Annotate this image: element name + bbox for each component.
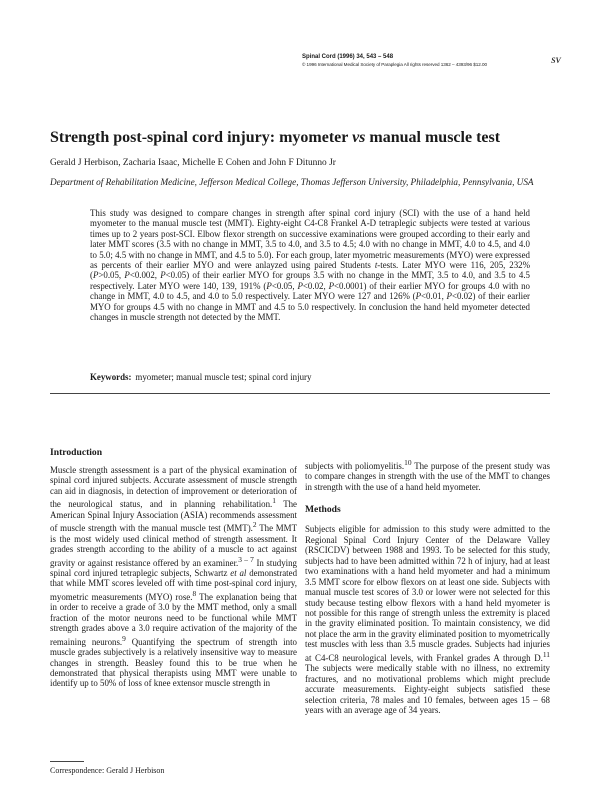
reference-marker: 9	[122, 633, 126, 643]
journal-citation: Spinal Cord (1996) 34, 543 – 548	[302, 54, 394, 60]
copyright-line: © 1996 International Medical Society of Paraplegia All rights reserved 1362 – 4393/96 $12.00	[302, 62, 487, 67]
correspondence-footnote: Correspondence: Gerald J Herbison	[50, 766, 165, 775]
reference-marker: 10	[404, 458, 412, 467]
footnote-divider	[50, 761, 84, 762]
left-column	[50, 447, 297, 689]
keywords	[90, 372, 530, 383]
introduction-continued: subjects with poliomyelitis.$^{10}$ The purpose of the present study was to compare changes in strength with the use of the MMT to changes in strength with the use of a hand held myometer.	[305, 458, 550, 492]
right-column	[305, 458, 550, 715]
author-list: Gerald J Herbison, Zacharia Isaac, Michelle E Cohen and John F Ditunno Jr	[50, 158, 336, 168]
keywords-label: Keywords:	[90, 372, 132, 382]
abstract: This study was designed to compare changes in strength after spinal cord injury (SCI) with the use of a hand held myometer to the manual muscle test (MMT). Eighty-eight C4-C8 Frankel A-D tetraplegic subjects were tested at various times up to 2 years post-SCI. Elbow flexor strength on successive examinations were grouped according to their early and later MMT scores (3.5 with no change in MMT, 3.5 to 4.0, and 3.5 to 4.5; 4.0 with no change in MMT, 4.0 to 4.5, and 4.0 to 5.0; 4.5 with no change in MMT, and 4.5 to 5.0). For each group, later myometric measurements (MYO) were expressed as percents of their earlier MYO and were anlayzed using paired Students t-tests. Later MYO were 116, 205, 232% (P>0.05, P<0.002, P<0.05) of their earlier MYO for groups 3.5 with no change in the MMT, 3.5 to 4.0, and 3.5 to 4.5 respectively. Later MYO were 140, 139, 191% (P<0.05, P<0.02, P<0.0001) of their earlier MYO for groups 4.0 with no change in MMT, 4.0 to 4.5, and 4.0 to 5.0 respectively. Later MYO were 127 and 126% (P<0.01, P<0.02) of their earlier MYO for groups 4.5 with no change in MMT and 4.5 to 5.0 respectively. In conclusion the hand held myometer detected changes in muscle strength not detected by the MMT.	[90, 208, 530, 323]
methods-heading: Methods	[305, 504, 341, 516]
reference-marker: 8	[192, 588, 197, 598]
reference-marker: 3 – 7	[238, 554, 254, 564]
journal-header	[302, 53, 542, 68]
reference-marker: 2	[252, 520, 257, 530]
keywords-text: myometer; manual muscle test; spinal cord injury	[135, 372, 312, 382]
introduction-heading: Introduction	[50, 447, 103, 458]
introduction-paragraph: Muscle strength assessment is a part of the physical examination of spinal cord injured subjects. Accurate assessment of muscle strength can aid in diagnosis, in detection of improvement or deterioration of the neurological status, and in planning rehabilitation.$^1$ The American Spinal Injury Association (ASIA) recommends assessment of muscle strength with the manual muscle test (MMT).$^2$ The MMT is the most widely used clinical method of strength assessment. It grades strength according to the ability of a muscle to act against gravity or against resistance offered by an examiner.$^{3 - 7}$ In studying spinal cord injured tetraplegic subjects, Schwartz et al demonstrated that while MMT scores leveled off with time post-spinal cord injury, myometric measurements (MYO) rose.$^8$ The explanation being that in order to receive a grade of 3.0 by the MMT method, only a small fraction of the motor neurons need to be functional while MMT strength grades above a 3.0 require activation of the majority of the remaining neurons.$^9$ Quantifying the spectrum of strength into muscle grades subjectively is a relatively insensitive way to measure changes in strength. Beasley found this to be true when he demonstrated that physical therapists using MMT were unable to identify up to 50% of loss of knee extensor muscle strength in	[50, 465, 298, 689]
affiliation: Department of Rehabilitation Medicine, Jefferson Medical College, Thomas Jefferson University, Philadelphia, Pennsylvania, USA	[50, 177, 534, 187]
article-title: Strength post-spinal cord injury: myometer vs manual muscle test	[50, 129, 501, 146]
reference-marker: 11	[542, 649, 550, 659]
section-divider	[50, 393, 550, 394]
methods-paragraph: Subjects eligible for admission to this study were admitted to the Regional Spinal Cord Injury Center of the Delaware Valley (RSCICDV) between 1988 and 1993. To be selected for this study, subjects had to have been admitted within 72 h of injury, had at least two examinations with a hand held myometer and had a minimum 3.5 MMT score for elbow flexors on at least one side. Subjects with manual muscle test scores of 3.0 or lower were not selected for this study because testing elbow flexors with a hand held myometer is not possible for this range of strength unless the extremity is placed in the gravity eliminated position. To maintain consistency, we did not place the arm in the gravity eliminated position to myometrically test muscles with less than 3.5 muscle grades. Subjects had injuries at C4-C8 neurological levels, with Frankel grades A through D.$^{11}$ The subjects were medically stable with no illness, no extremity fractures, and no motivational problems which might preclude accurate measurements. Eighty-eight subjects satisfied these selection criteria, 78 males and 10 females, between ages 15 – 68 years with an average age of 34 years.	[305, 524, 550, 715]
reference-marker: 1	[272, 496, 276, 506]
publisher-logo: SV	[551, 56, 561, 65]
